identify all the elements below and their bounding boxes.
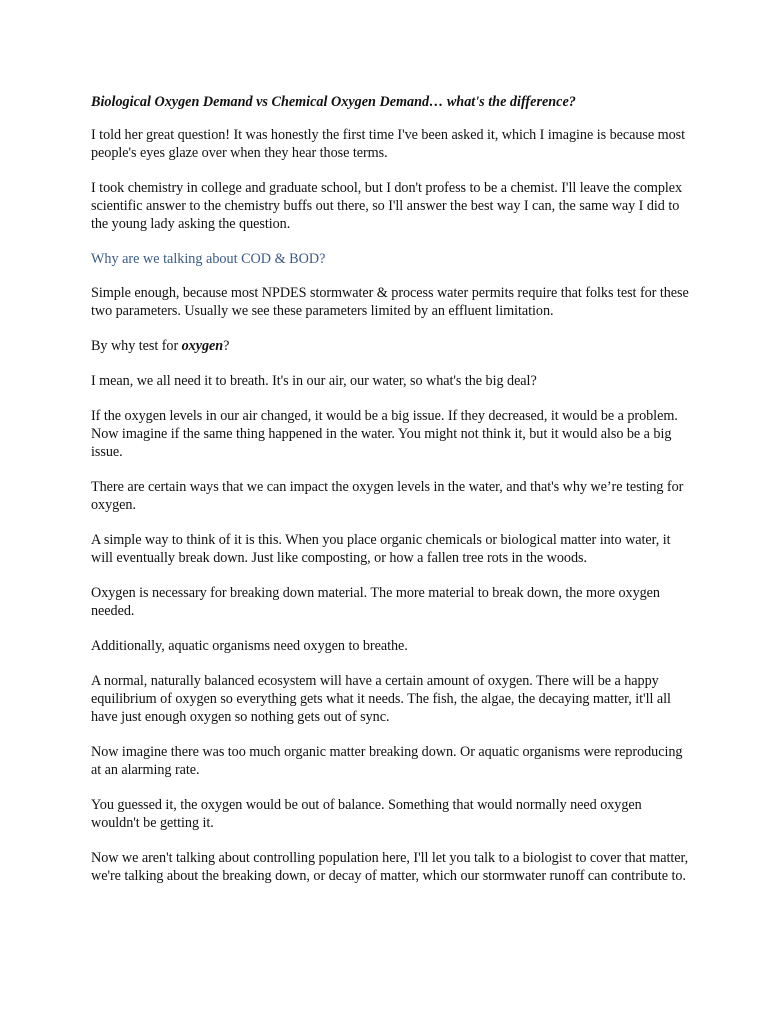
why-oxygen-prefix: By why test for: [91, 338, 182, 354]
paragraph-too-much: Now imagine there was too much organic matter breaking down. Or aquatic organisms were reproducing at an alarming rate.: [91, 744, 683, 778]
paragraph-npdes: Simple enough, because most NPDES stormwater & process water permits require that folks test for these two parameters. Usually we see these parameters limited by an effluent limitation.: [91, 285, 689, 319]
paragraph-great-question: I told her great question! It was honestly the first time I've been asked it, which I imagine is because most people's eyes glaze over when they hear those terms.: [91, 127, 686, 161]
paragraph-breath: I mean, we all need it to breath. It's in our air, our water, so what's the big deal?: [91, 373, 537, 389]
document-page: [91, 93, 691, 902]
paragraph-aquatic: Additionally, aquatic organisms need oxygen to breathe.: [91, 638, 408, 654]
why-oxygen-emphasis: oxygen: [181, 338, 224, 354]
paragraph-population: Now we aren't talking about controlling population here, I'll let you talk to a biologist to cover that matter, we're talking about the breaking down, or decay of matter, which our stormwater runoff can contribute to.: [91, 850, 689, 884]
paragraph-necessary: Oxygen is necessary for breaking down material. The more material to break down, the more oxygen needed.: [91, 585, 660, 619]
paragraph-guessed: You guessed it, the oxygen would be out of balance. Something that would normally need oxygen wouldn't be getting it.: [91, 797, 642, 831]
paragraph-ecosystem: A normal, naturally balanced ecosystem will have a certain amount of oxygen. There will be a happy equilibrium of oxygen so everything gets what it needs. The fish, the algae, the decaying matter, it'll all have just enough oxygen so nothing gets out of sync.: [91, 673, 671, 725]
paragraph-why-oxygen: [91, 337, 691, 355]
paragraph-air-levels: If the oxygen levels in our air changed, it would be a big issue. If they decreased, it would be a problem. Now imagine if the same thing happened in the water. You might not think it, but it would also be a big issue.: [91, 408, 678, 460]
paragraph-chemistry: I took chemistry in college and graduate school, but I don't profess to be a chemist. I'll leave the complex scientific answer to the chemistry buffs out there, so I'll answer the best way I can, the same way I did to the young lady asking the question.: [91, 180, 683, 232]
section-heading: Why are we talking about COD & BOD?: [91, 251, 326, 267]
paragraph-impact: There are certain ways that we can impact the oxygen levels in the water, and that's why we’re testing for oxygen.: [91, 479, 684, 513]
document-title: Biological Oxygen Demand vs Chemical Oxygen Demand… what's the difference?: [91, 94, 576, 110]
why-oxygen-suffix: ?: [223, 338, 230, 354]
paragraph-simple-way: A simple way to think of it is this. When you place organic chemicals or biological matter into water, it will eventually break down. Just like composting, or how a fallen tree rots in the woods.: [91, 532, 671, 566]
